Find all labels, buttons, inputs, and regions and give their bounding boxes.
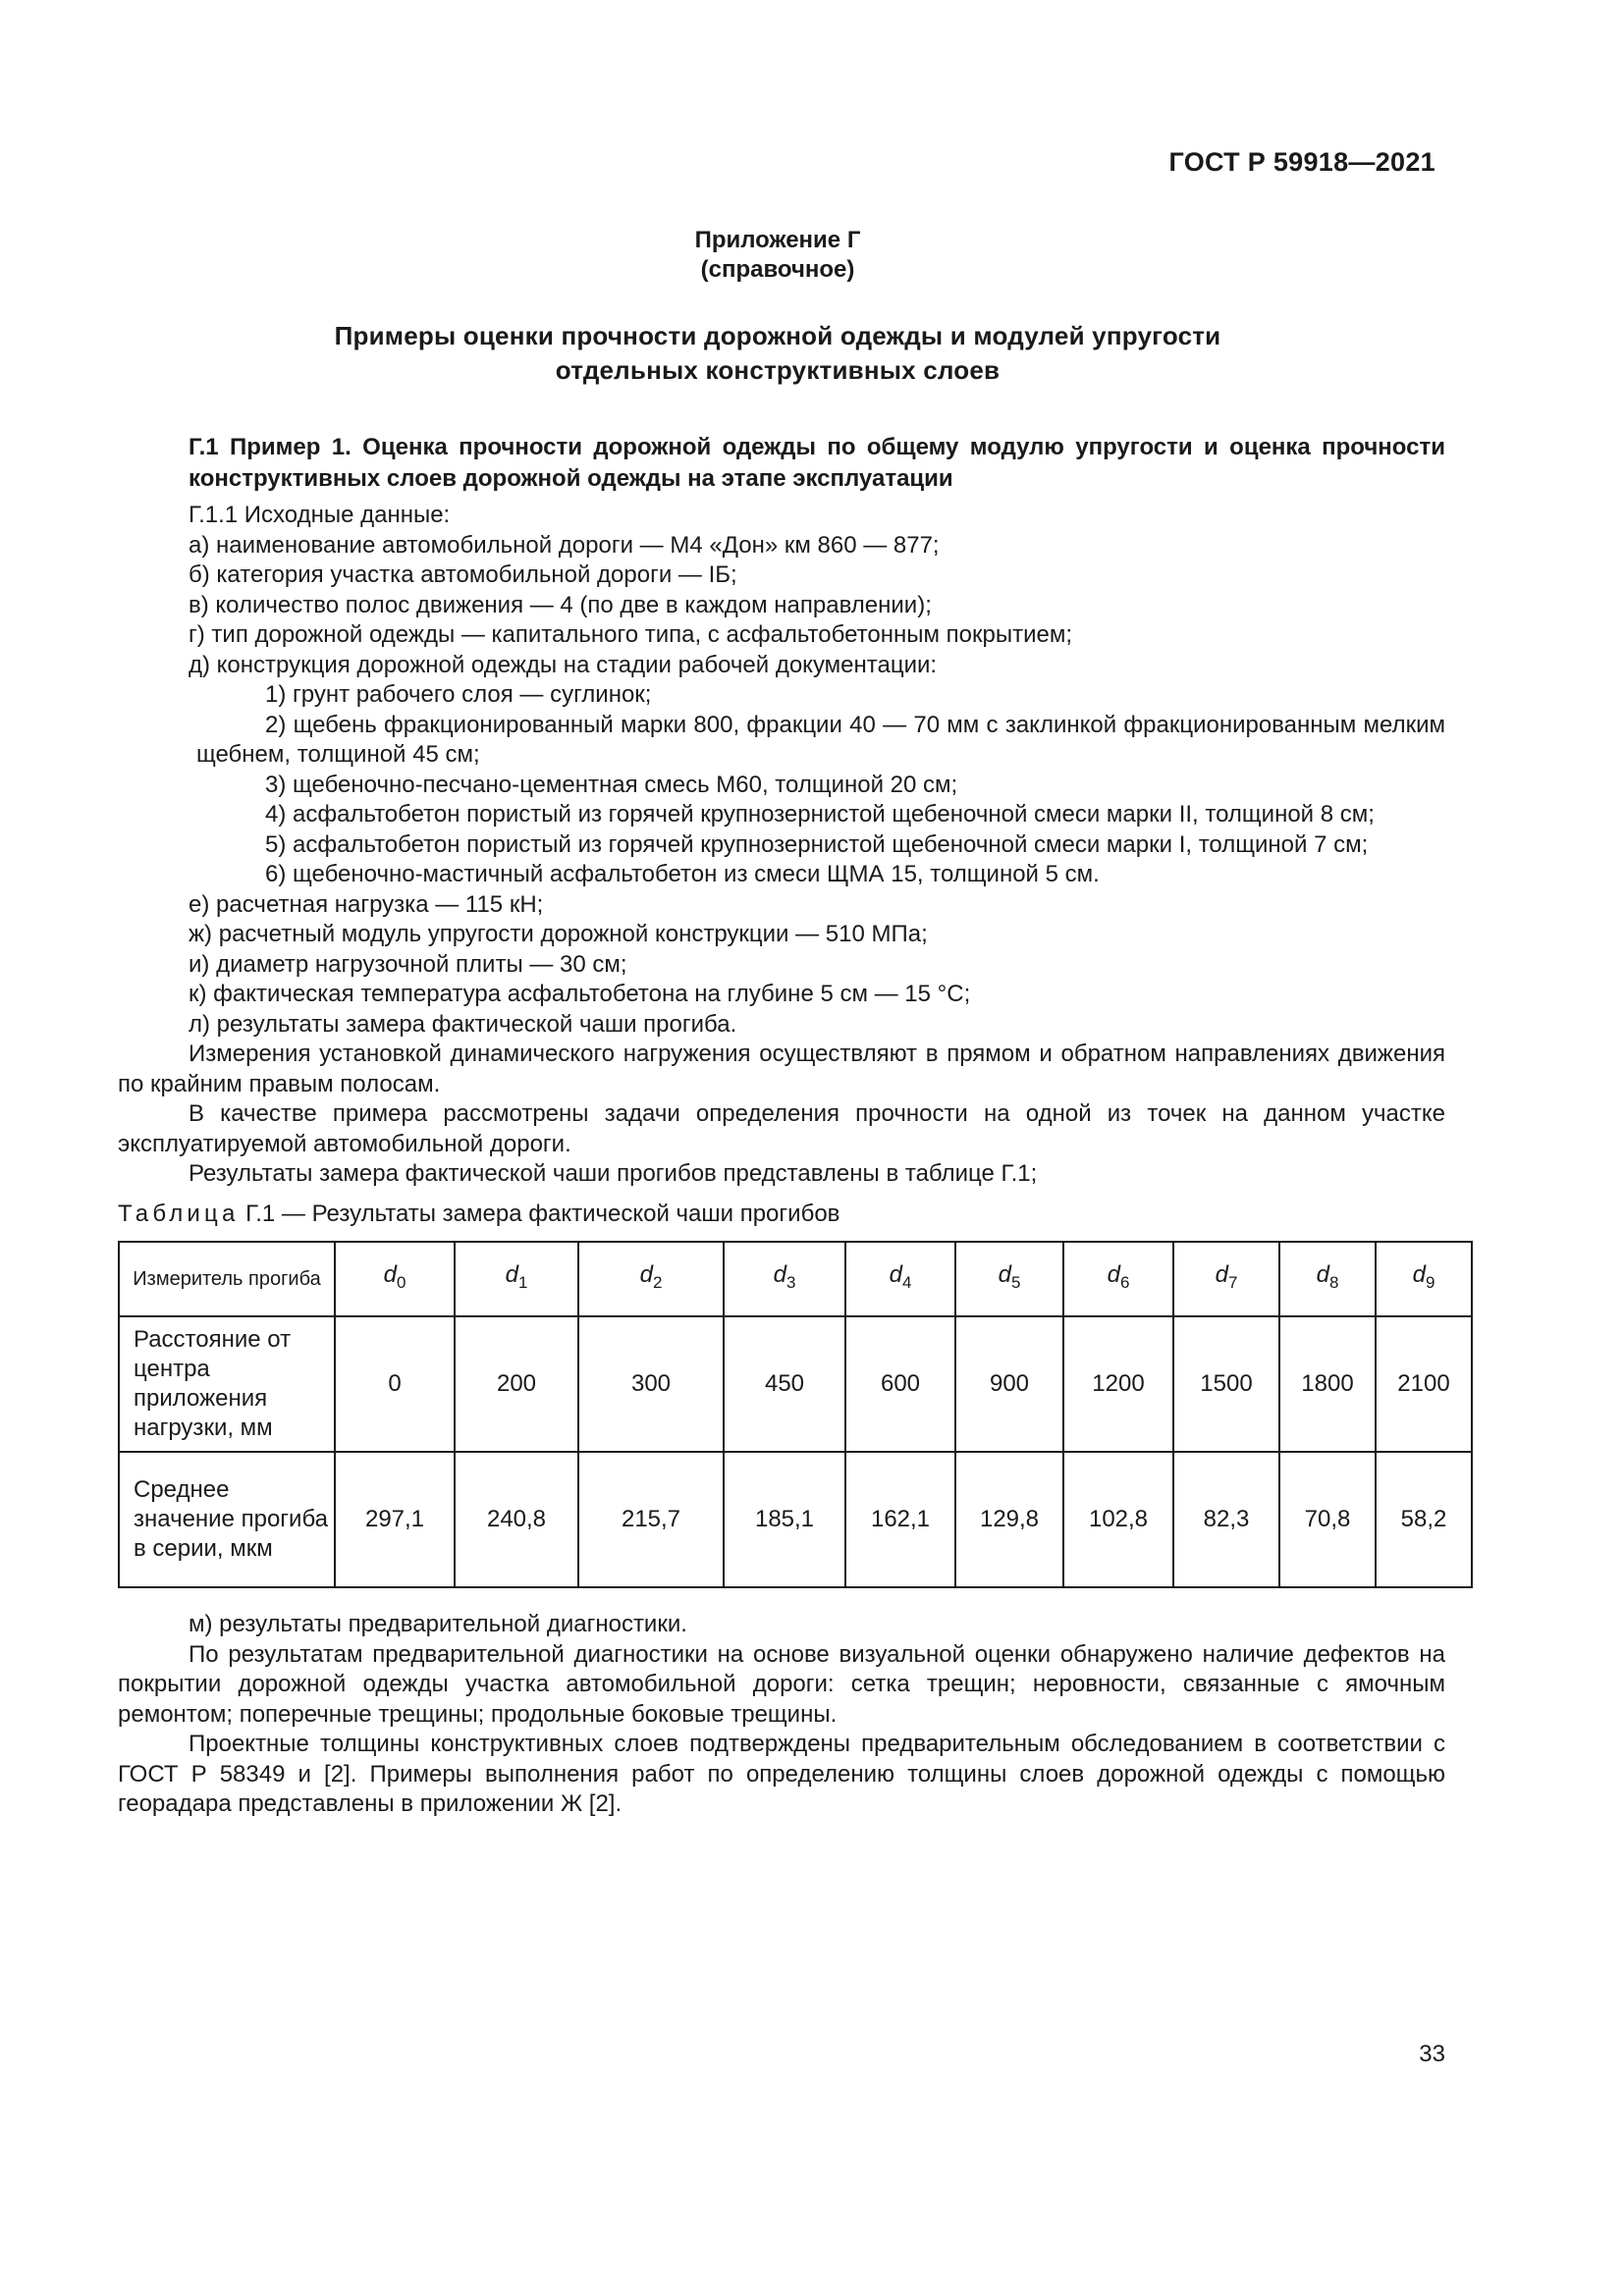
paragraph-diagnostics: По результатам предварительной диагностики на основе визуальной оценки обнаружено наличие дефектов на покрытии дорожной одежды участка автомобильной дороги: сетка трещин; неровности, связанные с ямочным ремонтом; поперечные трещины; продольные боковые трещины.	[118, 1640, 1445, 1728]
table-header-row	[119, 1242, 1472, 1316]
sensor-letter: d	[1316, 1260, 1329, 1288]
list-item-i: и) диаметр нагрузочной плиты — 30 см;	[189, 950, 627, 978]
table-cell: 58,2	[1376, 1452, 1472, 1587]
table-cell: 297,1	[335, 1452, 455, 1587]
sensor-header	[1376, 1242, 1472, 1316]
sensor-letter: d	[998, 1260, 1011, 1288]
table-cell: 215,7	[578, 1452, 724, 1587]
table-cell: 300	[578, 1316, 724, 1452]
table-header-label: Измеритель прогиба	[119, 1242, 335, 1316]
list-item-d: д) конструкция дорожной одежды на стадии рабочей документации:	[189, 651, 938, 678]
sensor-header	[955, 1242, 1063, 1316]
table-cell: 129,8	[955, 1452, 1063, 1587]
table-cell: 70,8	[1279, 1452, 1376, 1587]
sensor-index: 3	[785, 1272, 796, 1292]
sensor-index: 1	[517, 1272, 528, 1292]
row-label-deflection: Среднее значение прогиба в серии, мкм	[119, 1452, 335, 1587]
paragraph-results: Результаты замера фактической чаши прогибов представлены в таблице Г.1;	[189, 1160, 1038, 1187]
sensor-letter: d	[639, 1260, 653, 1288]
sensor-index: 7	[1227, 1272, 1238, 1292]
sensor-letter: d	[383, 1260, 397, 1288]
table-cell: 0	[335, 1316, 455, 1452]
table-cell: 102,8	[1063, 1452, 1173, 1587]
row-label-distance: Расстояние от центра приложения нагрузки, мм	[119, 1316, 335, 1452]
document-code: ГОСТ Р 59918—2021	[1168, 147, 1435, 177]
appendix-title: Приложение Г	[694, 227, 861, 253]
sensor-header	[455, 1242, 578, 1316]
sensor-header	[1063, 1242, 1173, 1316]
list-item-b: б) категория участка автомобильной дороги — IБ;	[189, 561, 737, 588]
sensor-letter: d	[1412, 1260, 1426, 1288]
list-item-zh: ж) расчетный модуль упругости дорожной конструкции — 510 МПа;	[189, 921, 928, 947]
layer-item: 3) щебеночно-песчано-цементная смесь М60, толщиной 20 см;	[265, 771, 958, 798]
list-item-a: а) наименование автомобильной дороги — М4 «Дон» км 860 — 877;	[189, 531, 940, 559]
sensor-letter: d	[505, 1260, 518, 1288]
sensor-index: 9	[1425, 1272, 1435, 1292]
layer-item: 4) асфальтобетон пористый из горячей крупнозернистой щебеночной смеси марки II, толщиной 8 см;	[265, 801, 1375, 828]
table-caption-text: Г.1 — Результаты замера фактической чаши прогибов	[239, 1200, 840, 1227]
section-heading: Г.1 Пример 1. Оценка прочности дорожной одежды по общему модулю упругости и оценка прочности конструктивных слоев дорожной одежды на этапе эксплуатации	[189, 434, 1445, 492]
sensor-header	[724, 1242, 845, 1316]
list-item-g: г) тип дорожной одежды — капитального типа, с асфальтобетонным покрытием;	[189, 621, 1072, 648]
table-cell: 240,8	[455, 1452, 578, 1587]
paragraph-measurement: Измерения установкой динамического нагружения осуществляют в прямом и обратном направлениях движения по крайним правым полосам.	[118, 1041, 1445, 1097]
sensor-index: 6	[1119, 1272, 1130, 1292]
sensor-index: 4	[901, 1272, 912, 1292]
sensor-index: 2	[652, 1272, 663, 1292]
table-cell: 1800	[1279, 1316, 1376, 1452]
list-item-e: е) расчетная нагрузка — 115 кН;	[189, 890, 544, 918]
sensor-index: 8	[1328, 1272, 1339, 1292]
appendix-heading	[118, 319, 1437, 388]
sensor-index: 0	[396, 1272, 406, 1292]
sensor-header	[1279, 1242, 1376, 1316]
table-cell: 600	[845, 1316, 955, 1452]
table-caption	[118, 1200, 1445, 1230]
after-table-section	[118, 1610, 1445, 1820]
paragraph-example: В качестве примера рассмотрены задачи определения прочности на одной из точек на данном участке эксплуатируемой автомобильной дороги.	[118, 1100, 1445, 1157]
list-item-v: в) количество полос движения — 4 (по две в каждом направлении);	[189, 591, 932, 618]
sensor-letter: d	[889, 1260, 902, 1288]
appendix-heading-line2: отдельных конструктивных слоев	[555, 355, 1001, 385]
list-item-l: л) результаты замера фактической чаши прогиба.	[189, 1010, 737, 1038]
appendix-kind: (справочное)	[700, 256, 855, 283]
sensor-header	[578, 1242, 724, 1316]
table-cell: 185,1	[724, 1452, 845, 1587]
sensor-index: 5	[1010, 1272, 1021, 1292]
table-cell: 1500	[1173, 1316, 1279, 1452]
table-cell: 2100	[1376, 1316, 1472, 1452]
layer-item: 6) щебеночно-мастичный асфальтобетон из смеси ЩМА 15, толщиной 5 см.	[265, 861, 1100, 887]
layer-item: 1) грунт рабочего слоя — суглинок;	[265, 681, 652, 708]
sensor-header	[1173, 1242, 1279, 1316]
list-item-k: к) фактическая температура асфальтобетона на глубине 5 см — 15 °С;	[189, 981, 971, 1007]
appendix-heading-line1: Примеры оценки прочности дорожной одежды и модулей упругости	[334, 321, 1221, 350]
sensor-letter: d	[773, 1260, 786, 1288]
paragraph-thickness: Проектные толщины конструктивных слоев подтверждены предварительным обследованием в соответствии с ГОСТ Р 58349 и [2]. Примеры выполнения работ по определению толщины слоев дорожной одежды с помощью георадара представлены в приложении Ж [2].	[118, 1731, 1445, 1817]
initial-data-intro: Г.1.1 Исходные данные:	[189, 502, 451, 528]
table-cell: 162,1	[845, 1452, 955, 1587]
table-cell: 1200	[1063, 1316, 1173, 1452]
sensor-header	[845, 1242, 955, 1316]
table-caption-word: Таблица	[118, 1200, 240, 1227]
sensor-letter: d	[1107, 1260, 1120, 1288]
table-cell: 900	[955, 1316, 1063, 1452]
table-cell: 450	[724, 1316, 845, 1452]
table-cell: 200	[455, 1316, 578, 1452]
page-number: 33	[1419, 2041, 1445, 2067]
table-row-distance	[119, 1316, 1472, 1452]
layer-item: 5) асфальтобетон пористый из горячей крупнозернистой щебеночной смеси марки I, толщиной 7 см;	[265, 830, 1369, 858]
layer-item: 2) щебень фракционированный марки 800, фракции 40 — 70 мм с заклинкой фракционированным мелким щебнем, толщиной 45 см;	[196, 711, 1445, 768]
table-row-deflection	[119, 1452, 1472, 1587]
deflection-table	[118, 1241, 1473, 1588]
list-item-m: м) результаты предварительной диагностики.	[189, 1611, 687, 1637]
table-cell: 82,3	[1173, 1452, 1279, 1587]
sensor-header	[335, 1242, 455, 1316]
page-body	[118, 432, 1450, 1820]
sensor-letter: d	[1215, 1260, 1228, 1288]
